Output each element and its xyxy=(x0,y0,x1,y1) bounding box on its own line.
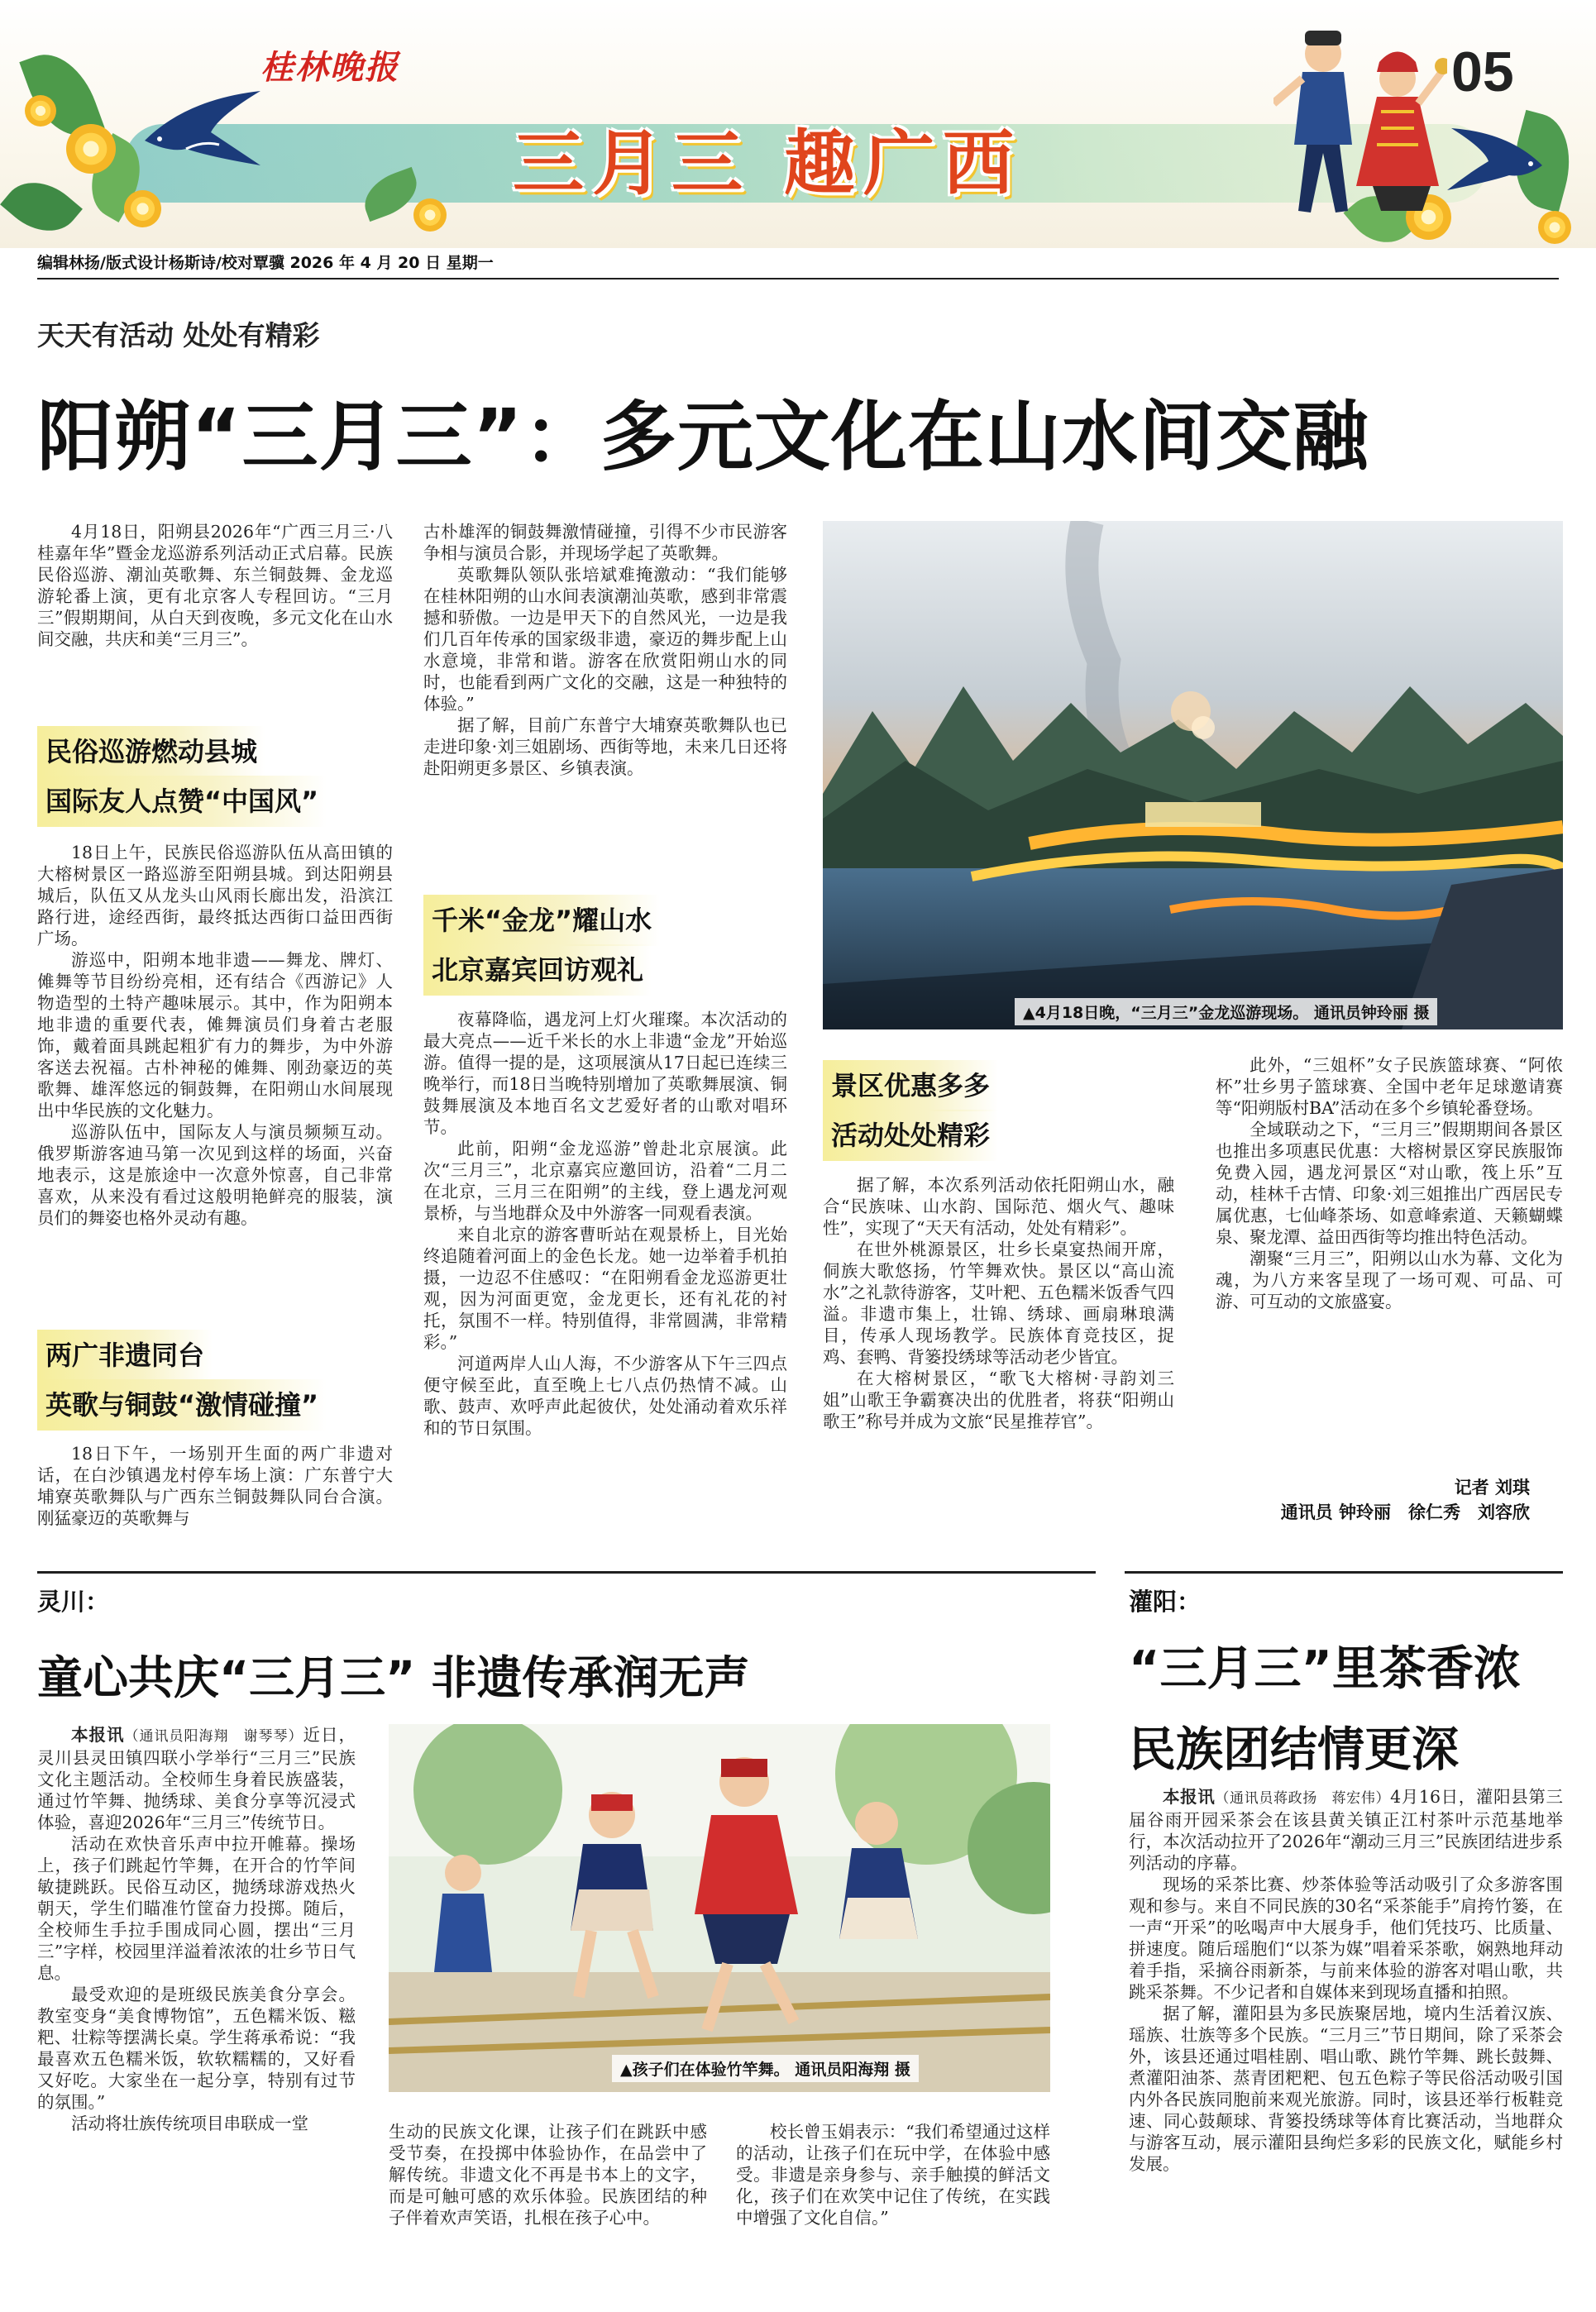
swallow-icon xyxy=(136,83,269,174)
paragraph: 据了解，灌阳县为多民族聚居地，境内生活着汉族、瑶族、壮族等多个民族。“三月三”节日期间，除了采茶会外，该县还通过唱桂剧、唱山歌、跳竹竿舞、跳长鼓舞、煮灌阳油茶、蒸青团粑粑、包五色粽子等民俗活动吸引国内外各民族同胞前来观光旅游。同时，该县还举行板鞋竞速、同心鼓颠球、背篓投绣球等体育比赛活动，当地群众与游客互动，展示灌阳县绚烂多彩的民族文化，赋能乡村发展。 xyxy=(1129,2004,1563,2174)
main-col-1-intro xyxy=(37,521,393,650)
paragraph: 夜幕降临，遇龙河上灯火璀璨。本次活动的最大亮点——近千米长的水上非遗“金龙”开始巡游。值得一提的是，这项展演从17日起已连续三晚举行，而18日当晚特别增加了英歌舞展演、铜鼓舞展演及本地百名文艺爱好者的山歌对唱环节。 xyxy=(423,1010,787,1137)
paragraph: 18日上午，民族民俗巡游队伍从高田镇的大榕树景区一路巡游至阳朔县城。到达阳朔县城后，队伍又从龙头山风雨长廊出发，沿滨江路行进，途经西街，最终抵达西街口益田西街广场。 xyxy=(37,843,393,948)
guanyang-headline-line2: 民族团结情更深 xyxy=(1129,1722,1459,1777)
lead-label: 本报讯 xyxy=(71,1725,125,1745)
section-title: 英歌与铜鼓“激情碰撞” xyxy=(37,1379,327,1431)
paragraph: 在大榕树景区，“歌飞大榕树·寻韵刘三姐”山歌王争霸赛决出的优胜者，将获“阳朔山歌王”称号并成为文旅“民星推荐官”。 xyxy=(823,1369,1174,1431)
main-col-3 xyxy=(823,1174,1174,1432)
main-col-1-body xyxy=(37,842,393,1229)
main-kicker: 天天有活动 处处有精彩 xyxy=(37,319,320,351)
main-col-2-body xyxy=(423,1009,787,1439)
paragraph: 英歌舞队领队张培斌难掩激动：“我们能够在桂林阳朔的山水间表演潮汕英歌，感到非常震撼和骄傲。一边是甲天下的自然风光，一边是我们几百年传承的国家级非遗，豪迈的舞步配上山水意境，非常和谐。游客在欣赏阳朔山水的同时，也能看到两广文化的交融，这是一种独特的体验。” xyxy=(423,565,787,714)
lead-text: 4月16日，灌阳县第三届谷雨开园采茶会在该县黄关镇正江村茶叶示范基地举行，本次活动拉开了2026年“潮动三月三”民族团结进步系列活动的序幕。 xyxy=(1129,1787,1563,1873)
paragraph: 校长曾玉娟表示：“我们希望通过这样的活动，让孩子们在玩中学，在体验中感受。非遗是亲身参与、亲手触摸的鲜活文化，孩子们在欢笑中记住了传统，在实践中增强了文化自信。” xyxy=(736,2122,1050,2228)
section-title: 千米“金龙”耀山水 xyxy=(423,895,660,946)
lingchuan-col-1 xyxy=(37,1724,356,2134)
dancers-illustration-icon xyxy=(1273,21,1447,244)
paragraph: 4月18日，阳朔县2026年“广西三月三·八桂嘉年华”暨金龙巡游系列活动正式启幕。民族民俗巡游、潮汕英歌舞、东兰铜鼓舞、金龙巡游轮番上演，更有北京客人专程回访。“三月三”假期期间，从白天到夜晚，多元文化在山水间交融，共庆和美“三月三”。 xyxy=(37,522,393,649)
section-title: 两广非遗同台 xyxy=(37,1330,213,1381)
lingchuan-headline: 童心共庆“三月三” 非遗传承润无声 xyxy=(37,1651,750,1704)
header-divider xyxy=(37,278,1559,279)
lingchuan-col-3 xyxy=(736,2121,1050,2228)
paragraph: 巡游队伍中，国际友人与演员频频互动。俄罗斯游客迪马第一次见到这样的场面，兴奋地表示，这是旅途中一次意外惊喜，自己非常喜欢，从来没有看过这般明艳鲜亮的服装，演员们的舞姿也格外灵动有趣。 xyxy=(37,1122,393,1228)
guanyang-headline-line1: “三月三”里茶香浓 xyxy=(1129,1641,1521,1696)
paragraph: 生动的民族文化课，让孩子们在跳跃中感受节奏，在投掷中体验协作，在品尝中了解传统。非遗文化不再是书本上的文字，而是可触可感的欢乐体验。民族团结的种子伴着欢声笑语，扎根在孩子心中。 xyxy=(389,2122,707,2228)
paragraph: 据了解，目前广东普宁大埔寮英歌舞队也已走进印象·刘三姐剧场、西街等地，未来几日还将赴阳朔更多景区、乡镇表演。 xyxy=(423,715,787,778)
lead-reporter: （通讯员阳海翔 谢琴琴） xyxy=(124,1728,303,1745)
page-credits: 编辑林扬/版式设计杨斯诗/校对覃骥 2026 年 4 月 20 日 星期一 xyxy=(37,254,494,272)
swallow-icon xyxy=(1443,124,1551,198)
paragraph: 此外，“三姐杯”女子民族篮球赛、“阿侬杯”壮乡男子篮球赛、全国中老年足球邀请赛等“阳朔版村BA”活动在多个乡镇轮番登场。 xyxy=(1216,1055,1563,1118)
main-col-2-top xyxy=(423,521,787,779)
section-title: 景区优惠多多 xyxy=(823,1060,998,1111)
page-header xyxy=(0,0,1596,248)
section-title: 北京嘉宾回访观礼 xyxy=(423,944,652,996)
lead-label: 本报讯 xyxy=(1163,1787,1216,1807)
paragraph: 活动将壮族传统项目串联成一堂 xyxy=(71,2114,308,2133)
banner-title: 三月三 趣广西 xyxy=(513,122,1022,205)
paragraph xyxy=(37,1724,356,1833)
paragraph: 游巡中，阳朔本地非遗——舞龙、牌灯、傩舞等节目纷纷亮相，还有结合《西游记》人物造型的土特产趣味展示。其中，作为阳朔本地非遗的重要代表，傩舞演员们身着古老服饰，戴着面具跳起粗犷有力的舞步，为中外游客送去祝福。古朴神秘的傩舞、刚劲豪迈的英歌舞、雄浑悠远的铜鼓舞，在阳朔山水间展现出中华民族的文化魅力。 xyxy=(37,950,393,1120)
paragraph: 18日下午，一场别开生面的两广非遗对话，在白沙镇遇龙村停车场上演：广东普宁大埔寮英歌舞队与广西东兰铜鼓舞队同台合演。刚猛豪迈的英歌舞与 xyxy=(37,1444,393,1528)
paragraph: 最受欢迎的是班级民族美食分享会。教室变身“美食博物馆”，五色糯米饭、糍粑、壮粽等摆满长桌。学生蒋承希说：“我最喜欢五色糯米饭，软软糯糯的，又好看又好吃。大家坐在一起分享，特别有过节的氛围。” xyxy=(37,1985,356,2112)
photo-caption: ▲孩子们在体验竹竿舞。 通讯员阳海翔 摄 xyxy=(612,2055,919,2082)
section-divider xyxy=(1125,1571,1563,1574)
paragraph: 据了解，本次系列活动依托阳朔山水，融合“民族味、山水韵、国际范、烟火气、趣味性”，实现了“天天有活动，处处有精彩”。 xyxy=(823,1175,1174,1238)
page-number: 05 xyxy=(1451,41,1514,103)
newspaper-logo: 桂林晚报 xyxy=(260,48,399,87)
main-col-4 xyxy=(1216,1054,1563,1312)
section-title: 活动处处精彩 xyxy=(823,1110,998,1161)
flower-decoration xyxy=(25,95,56,127)
main-col-1-end xyxy=(37,1443,393,1529)
children-dancing-image xyxy=(389,1724,1050,2092)
correspondent-byline: 通讯员 钟玲丽 徐仁秀 刘容欣 xyxy=(1280,1502,1530,1522)
lead-text: 近日，灵川县灵田镇四联小学举行“三月三”民族文化主题活动。全校师生身着民族盛装，通过竹竿舞、抛绣球、美食分享等沉浸式体验，喜迎2026年“三月三”传统节日。 xyxy=(37,1725,356,1832)
paragraph: 现场的采茶比赛、炒茶体验等活动吸引了众多游客围观和参与。来自不同民族的30名“采茶能手”肩挎竹篓，在一声“开采”的吆喝声中大展身手，他们凭技巧、比质量、拼速度。随后瑶胞们“以茶为媒”唱着采茶歌，娴熟地拜动着手指，采摘谷雨新茶，与前来体验的游客对唱山歌，共跳采茶舞。不少记者和自媒体来到现场直播和拍照。 xyxy=(1129,1875,1563,2002)
paragraph: 潮聚“三月三”，阳朔以山水为幕、文化为魂，为八方来客呈现了一场可观、可品、可游、可互动的文旅盛宴。 xyxy=(1216,1249,1563,1311)
paragraph: 全域联动之下，“三月三”假期期间各景区也推出多项惠民优惠：大榕树景区穿民族服饰免费入园，遇龙河景区“对山歌，筏上乐”互动，桂林千古情、印象·刘三姐推出广西居民专属优惠，七仙峰茶场、如意峰索道、天籁蝴蝶泉、聚龙潭、益田西街等均推出特色活动。 xyxy=(1216,1120,1563,1247)
paragraph: 活动在欢快音乐声中拉开帷幕。操场上，孩子们跳起竹竿舞，在开合的竹竿间敏捷跳跃。民俗互动区，抛绣球游戏热火朝天，学生们瞄准竹筐奋力投掷。随后，全校师生手拉手围成同心圆，摆出“三月三”字样，校园里洋溢着浓浓的壮乡节日气息。 xyxy=(37,1834,356,1983)
paragraph: 河道两岸人山人海，不少游客从下午三四点便守候至此，直至晚上七八点仍热情不减。山歌、鼓声、欢呼声此起彼伏，处处涌动着欢乐祥和的节日氛围。 xyxy=(423,1354,787,1438)
bamboo-dance-photo xyxy=(389,1724,1050,2092)
flower-decoration xyxy=(124,190,161,227)
golden-dragon-night-photo xyxy=(823,521,1563,1029)
paragraph: 古朴雄浑的铜鼓舞激情碰撞，引得不少市民游客争相与演员合影，并现场学起了英歌舞。 xyxy=(423,522,787,563)
section-title: 民俗巡游燃动县城 xyxy=(37,726,265,777)
paragraph: 来自北京的游客曹昕站在观景桥上，目光始终追随着河面上的金色长龙。她一边举着手机拍摄，一边忍不住感叹：“在阳朔看金龙巡游更壮观，因为河面更宽，金龙更长，还有礼花的衬托，氛围不一样。特别值得，非常圆满，非常精彩。” xyxy=(423,1225,787,1352)
section-divider xyxy=(37,1571,1096,1574)
guanyang-col xyxy=(1129,1786,1563,2175)
paragraph: 在世外桃源景区，壮乡长桌宴热闹开席，侗族大歌悠扬，竹竿舞欢快。景区以“高山流水”之礼款待游客，艾叶粑、五色糯米饭香气四溢。非遗市集上，壮锦、绣球、画扇琳琅满目，传承人现场教学。民族体育竞技区，捉鸡、套鸭、背篓投绣球等活动老少皆宜。 xyxy=(823,1240,1174,1367)
reporter-byline: 记者 刘琪 xyxy=(1454,1478,1530,1498)
photo-caption: ▲4月18日晚，“三月三”金龙巡游现场。 通讯员钟玲丽 摄 xyxy=(1015,998,1437,1025)
lingchuan-col-2 xyxy=(389,2121,707,2228)
leaf-decoration xyxy=(0,166,83,246)
region-tag-lingchuan: 灵川： xyxy=(37,1588,110,1616)
flower-decoration xyxy=(1538,211,1571,244)
region-tag-guanyang: 灌阳： xyxy=(1129,1588,1202,1616)
paragraph xyxy=(1129,1786,1563,1874)
section-title: 国际友人点赞“中国风” xyxy=(37,776,327,827)
paragraph: 此前，阳朔“金龙巡游”曾赴北京展演。此次“三月三”，北京嘉宾应邀回访，沿着“二月二在北京，三月三在阳朔”的主线，登上遇龙河观景桥，与当地群众及中外游客一同观看表演。 xyxy=(423,1139,787,1223)
flower-decoration xyxy=(413,198,447,232)
night-parade-image xyxy=(823,521,1563,1029)
lead-reporter: （通讯员蒋政扬 蒋宏伟） xyxy=(1215,1790,1391,1807)
flower-decoration xyxy=(66,124,116,174)
main-headline: 阳朔“三月三”：多元文化在山水间交融 xyxy=(37,393,1369,481)
